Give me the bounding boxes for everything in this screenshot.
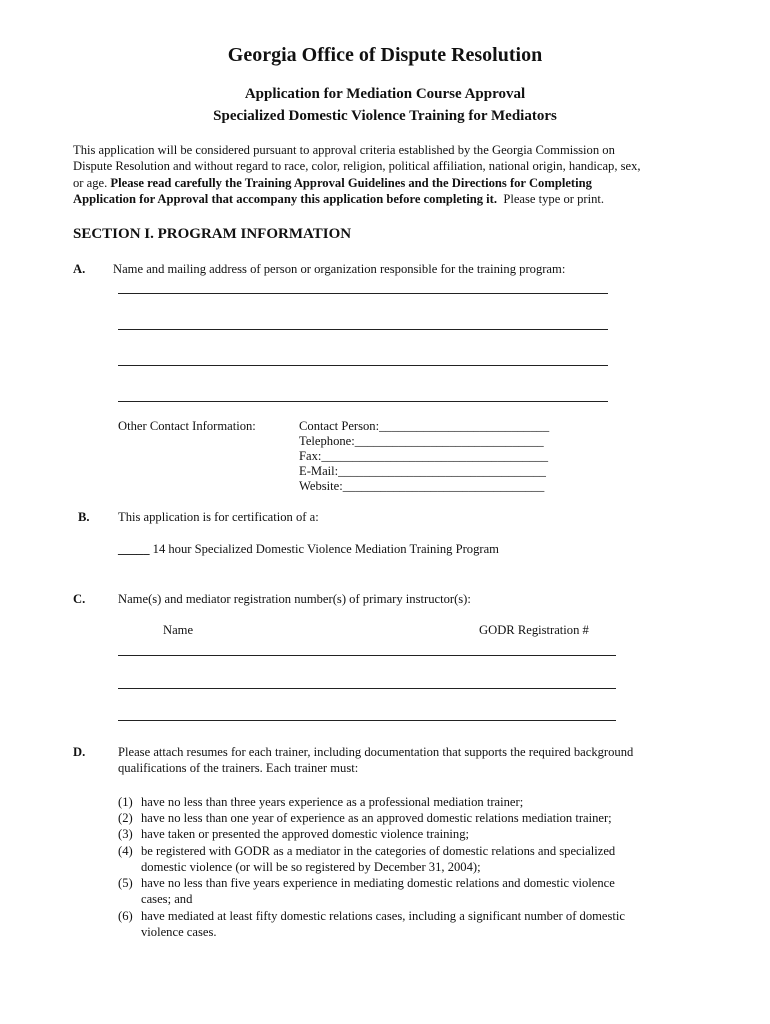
list-item: be registered with GODR as a mediator in the categories of domestic relations and specialized <box>141 844 616 858</box>
telephone-field[interactable]: Telephone:______________________________ <box>299 434 544 448</box>
list-item-num: (3) <box>118 827 133 841</box>
item-b-label: This application is for certification of a: <box>118 510 319 524</box>
list-item-continued: domestic violence (or will be so registered by December 31, 2004); <box>141 860 481 874</box>
instructor-reg-header: GODR Registration # <box>479 623 589 637</box>
form-subtitle-1: Application for Mediation Course Approval <box>244 86 526 102</box>
item-c-label: Name(s) and mediator registration number(s) of primary instructor(s): <box>118 592 471 606</box>
address-line-3[interactable] <box>118 365 608 366</box>
list-item: have no less than three years experience as a professional mediation trainer; <box>141 795 524 809</box>
item-letter-c: C. <box>73 592 86 606</box>
intro-instructions-bold-2: Application for Approval that accompany this application before completing it. <box>73 192 498 206</box>
intro-type-or-print: Please type or print. <box>503 192 605 206</box>
program-option <box>118 542 499 557</box>
list-item-continued: violence cases. <box>141 925 217 939</box>
address-line-4[interactable] <box>118 401 608 402</box>
email-field[interactable]: E-Mail:_________________________________ <box>299 464 546 478</box>
program-option-blank[interactable]: _____ <box>118 542 150 556</box>
item-d-line-1: Please attach resumes for each trainer, including documentation that supports the required background <box>118 745 634 759</box>
list-item: have no less than one year of experience as an approved domestic relations mediation trainer; <box>141 811 612 825</box>
instructor-line-2[interactable] <box>118 688 616 689</box>
intro-line-3-plain: or age. <box>73 176 108 190</box>
list-item: have mediated at least fifty domestic relations cases, including a significant number of domestic <box>141 909 626 923</box>
contact-person-field[interactable]: Contact Person:___________________________ <box>299 419 550 433</box>
address-line-1[interactable] <box>118 293 608 294</box>
item-letter-b: B. <box>78 510 90 524</box>
address-line-2[interactable] <box>118 329 608 330</box>
intro-line-4 <box>73 192 604 207</box>
instructor-name-header: Name <box>163 623 194 637</box>
list-item-num: (1) <box>118 795 133 809</box>
list-item-num: (2) <box>118 811 133 825</box>
website-field[interactable]: Website:________________________________ <box>299 479 545 493</box>
form-subtitle-2: Specialized Domestic Violence Training for Mediators <box>213 108 557 124</box>
intro-instructions-bold: Please read carefully the Training Approval Guidelines and the Directions for Completing <box>110 176 592 190</box>
list-item-num: (5) <box>118 876 133 890</box>
list-item: have no less than five years experience in mediating domestic relations and domestic violence <box>141 876 615 890</box>
item-letter-d: D. <box>73 745 86 759</box>
page-title: Georgia Office of Dispute Resolution <box>227 44 543 66</box>
program-option-label: 14 hour Specialized Domestic Violence Mediation Training Program <box>152 542 499 556</box>
list-item-num: (4) <box>118 844 133 858</box>
fax-field[interactable]: Fax:____________________________________ <box>299 449 549 463</box>
instructor-line-3[interactable] <box>118 720 616 721</box>
item-d-line-2: qualifications of the trainers. Each trainer must: <box>118 761 359 775</box>
section-heading: SECTION I. PROGRAM INFORMATION <box>73 226 352 242</box>
list-item: have taken or presented the approved domestic violence training; <box>141 827 470 841</box>
instructor-line-1[interactable] <box>118 655 616 656</box>
other-contact-label: Other Contact Information: <box>118 419 256 433</box>
intro-line-1: This application will be considered pursuant to approval criteria established by the Georgia Commission on <box>73 143 615 157</box>
intro-line-3 <box>73 176 592 191</box>
item-a-label: Name and mailing address of person or organization responsible for the training program: <box>113 262 566 276</box>
list-item-continued: cases; and <box>141 892 193 906</box>
list-item-num: (6) <box>118 909 133 923</box>
intro-line-2: Dispute Resolution and without regard to race, color, religion, political affiliation, national origin, handicap, sex, <box>73 159 641 173</box>
item-letter-a: A. <box>73 262 86 276</box>
